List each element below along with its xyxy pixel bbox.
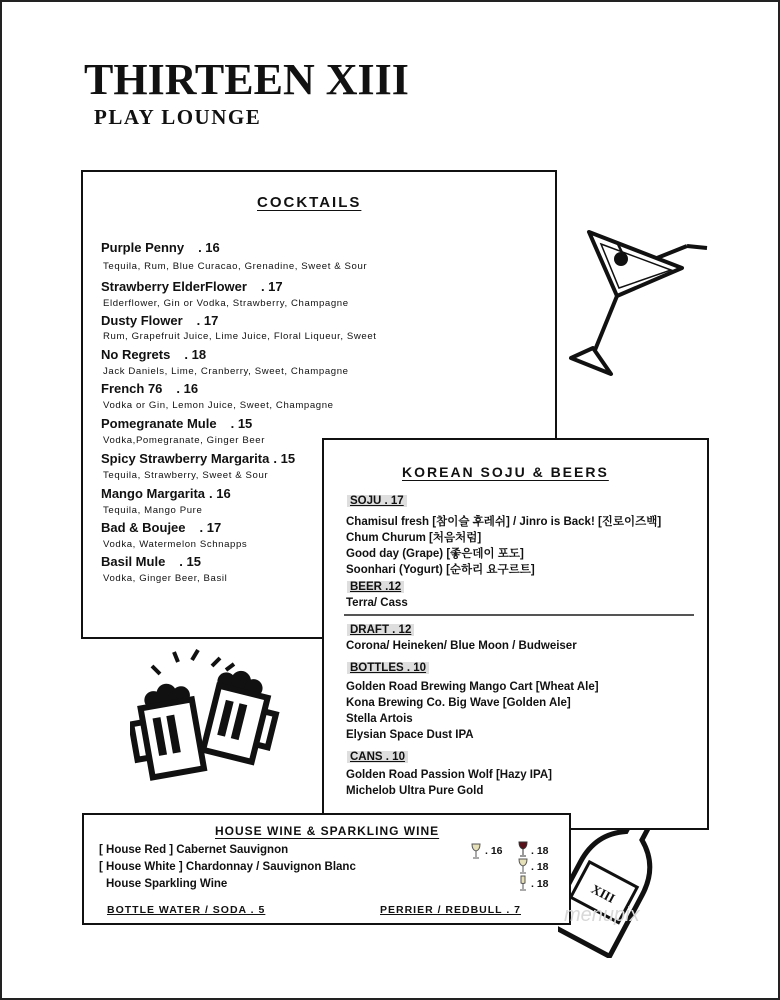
wine-line: [ House White ] Chardonnay / Sauvignon Blanc xyxy=(99,861,356,873)
perrier-line: PERRIER / REDBULL . 7 xyxy=(380,904,521,916)
cocktail-name: Strawberry ElderFlower . 17 xyxy=(101,279,283,294)
red-glass-price: . 16 xyxy=(485,845,503,857)
bottles-category: BOTTLES . 10 xyxy=(347,662,429,674)
menu-item: Chum Churum [처음처럼] xyxy=(346,532,482,544)
cocktail-desc: Jack Daniels, Lime, Cranberry, Sweet, Champagne xyxy=(103,366,349,377)
cocktail-desc: Elderflower, Gin or Vodka, Strawberry, Champagne xyxy=(103,298,349,309)
cocktail-name: Spicy Strawberry Margarita . 15 xyxy=(101,451,296,466)
beer-category: BEER .12 xyxy=(347,581,404,593)
menu-item: Golden Road Brewing Mango Cart [Wheat Ale] xyxy=(346,681,599,693)
divider xyxy=(344,614,694,616)
red-bottle-price: . 18 xyxy=(531,845,549,857)
cocktail-name: French 76 . 16 xyxy=(101,381,199,396)
page-subtitle: PLAY LOUNGE xyxy=(94,105,262,129)
wine-line: House Sparkling Wine xyxy=(106,878,228,890)
cocktail-desc: Tequila, Mango Pure xyxy=(103,505,203,516)
soju-beers-section xyxy=(322,438,709,830)
cocktail-name: Dusty Flower . 17 xyxy=(101,313,219,328)
cocktail-name: No Regrets . 18 xyxy=(101,347,207,362)
cocktail-desc: Vodka, Watermelon Schnapps xyxy=(103,539,248,550)
wine-title: HOUSE WINE & SPARKLING WINE xyxy=(215,824,440,838)
sparkling-bottle-price: . 18 xyxy=(531,878,549,890)
menu-item: Kona Brewing Co. Big Wave [Golden Ale] xyxy=(346,697,571,709)
wine-glass-icon xyxy=(471,843,481,859)
wine-glass-icon xyxy=(518,858,528,874)
cocktail-desc: Rum, Grapefruit Juice, Lime Juice, Floral Liqueur, Sweet xyxy=(103,331,377,342)
wine-line: [ House Red ] Cabernet Sauvignon xyxy=(99,844,289,856)
menu-item: Chamisul fresh [참이슬 후레쉬] / Jinro is Back! [진로이즈백] xyxy=(346,516,662,528)
watermark: menupix xyxy=(564,904,640,926)
page-title: THIRTEEN XIII xyxy=(84,55,409,104)
cocktail-desc: Vodka, Ginger Beer, Basil xyxy=(103,573,228,584)
menu-item: Stella Artois xyxy=(346,713,413,725)
menu-item: Michelob Ultra Pure Gold xyxy=(346,785,484,797)
menu-item: Good day (Grape) [좋은데이 포도] xyxy=(346,548,524,560)
bottle-label-text: XIII xyxy=(588,881,618,906)
menu-item: Soonhari (Yogurt) [순하리 요구르트] xyxy=(346,564,535,576)
cocktail-desc: Vodka or Gin, Lemon Juice, Sweet, Champagne xyxy=(103,400,334,411)
cans-category: CANS . 10 xyxy=(347,751,408,763)
menu-item: Corona/ Heineken/ Blue Moon / Budweiser xyxy=(346,640,577,652)
champagne-glass-icon xyxy=(518,875,528,891)
cocktail-name: Basil Mule . 15 xyxy=(101,554,201,569)
cocktail-desc: Tequila, Rum, Blue Curacao, Grenadine, Sweet & Sour xyxy=(103,261,368,272)
cocktail-desc: Vodka,Pomegranate, Ginger Beer xyxy=(103,435,265,446)
menu-item: Golden Road Passion Wolf [Hazy IPA] xyxy=(346,769,552,781)
wine-section xyxy=(82,813,571,925)
cocktail-name: Bad & Boujee . 17 xyxy=(101,520,222,535)
cocktail-desc: Tequila, Strawberry, Sweet & Sour xyxy=(103,470,269,481)
cocktail-name: Pomegranate Mule . 15 xyxy=(101,416,253,431)
cocktail-name: Purple Penny . 16 xyxy=(101,240,220,255)
soju-category: SOJU . 17 xyxy=(347,495,407,507)
wine-bottle-small-icon xyxy=(518,841,528,857)
draft-category: DRAFT . 12 xyxy=(347,624,414,636)
beer-mugs-icon xyxy=(130,646,290,786)
martini-glass-icon xyxy=(567,224,712,382)
menu-item: Terra/ Cass xyxy=(346,597,408,609)
soju-beers-title: KOREAN SOJU & BEERS xyxy=(402,464,609,480)
cocktail-name: Mango Margarita . 16 xyxy=(101,486,231,501)
white-bottle-price: . 18 xyxy=(531,861,549,873)
menu-item: Elysian Space Dust IPA xyxy=(346,729,474,741)
cocktails-title: COCKTAILS xyxy=(257,194,362,211)
bottle-water-line: BOTTLE WATER / SODA . 5 xyxy=(107,904,266,916)
